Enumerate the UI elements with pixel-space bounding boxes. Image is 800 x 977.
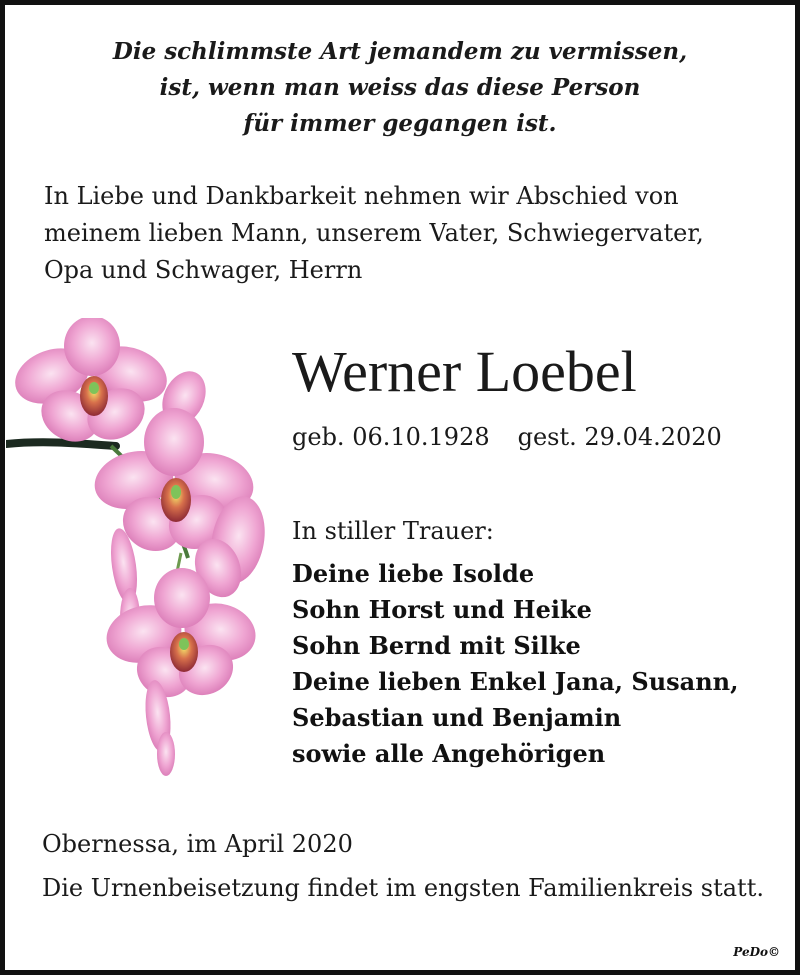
mourner-line: Deine lieben Enkel Jana, Susann, xyxy=(292,667,739,696)
burial-note xyxy=(42,870,764,906)
quote-line: für immer gegangen ist. xyxy=(243,110,557,137)
intro-line: In Liebe und Dankbarkeit nehmen wir Abschied von xyxy=(44,182,679,210)
burial-note-text: Die Urnenbeisetzung findet im engsten Familienkreis statt. xyxy=(42,874,764,902)
memorial-quote xyxy=(0,34,800,142)
mourner-line: Sebastian und Benjamin xyxy=(292,703,622,732)
orchid-image xyxy=(6,318,276,780)
mourner-line: Sohn Horst und Heike xyxy=(292,595,592,624)
mourner-line: Sohn Bernd mit Silke xyxy=(292,631,581,660)
life-dates xyxy=(292,418,722,456)
deceased-name: Werner Loebel xyxy=(292,339,637,404)
quote-line: Die schlimmste Art jemandem zu vermissen, xyxy=(112,38,688,65)
mourner-line: sowie alle Angehörigen xyxy=(292,739,606,768)
place-date: Obernessa, im April 2020 xyxy=(42,830,353,858)
death-date: gest. 29.04.2020 xyxy=(517,423,722,451)
mourner-line: Deine liebe Isolde xyxy=(292,559,535,588)
designer-signature: PeDo© xyxy=(733,945,780,959)
mourning-heading: In stiller Trauer: xyxy=(292,517,494,545)
birth-date: geb. 06.10.1928 xyxy=(292,423,490,451)
mourners-list xyxy=(292,556,738,772)
quote-line: ist, wenn man weiss das diese Person xyxy=(159,74,641,101)
farewell-intro xyxy=(44,178,764,289)
intro-line: Opa und Schwager, Herrn xyxy=(44,256,363,284)
intro-line: meinem lieben Mann, unserem Vater, Schwiegervater, xyxy=(44,219,704,247)
